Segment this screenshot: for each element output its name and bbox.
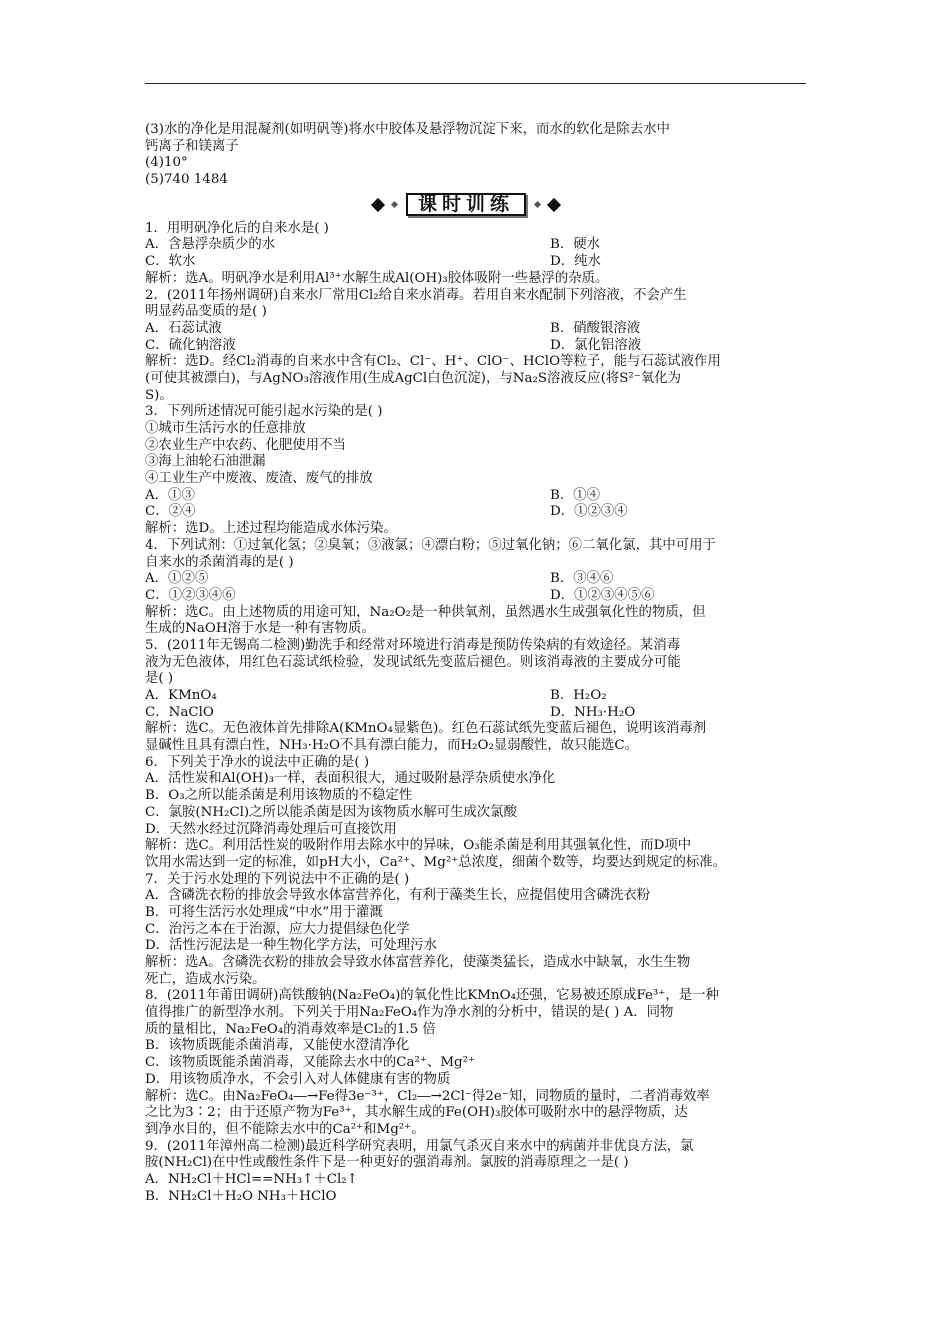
- question-stem-line: 是( ): [145, 671, 174, 687]
- question-stem-line: ②农业生产中农药、化肥使用不当: [145, 437, 346, 453]
- analysis-line: 解析：选C。利用活性炭的吸附作用去除水中的异味，O₃能杀菌是利用其强氧化性，而D项中: [145, 838, 692, 854]
- option-row: [145, 504, 817, 521]
- question-block: [145, 538, 817, 638]
- question-stem-line: C．治污之本在于治源，应大力提倡绿色化学: [145, 921, 410, 937]
- analysis-line: 生成的NaOH溶于水是一种有害物质。: [145, 621, 375, 637]
- option-right: B．硬水: [550, 237, 601, 253]
- question-stem-line: D．天然水经过沉降消毒处理后可直接饮用: [145, 821, 397, 837]
- option-row: [145, 488, 817, 505]
- question-stem-line: 质的量相比，Na₂FeO₄的消毒效率是Cl₂的1.5 倍: [145, 1021, 436, 1037]
- question-stem-line: 8．(2011年莆田调研)高铁酸钠(Na₂FeO₄)的氧化性比KMnO₄还强，它易被还原成Fe³⁺，是一种: [145, 988, 719, 1004]
- option-left: A．含悬浮杂质少的水: [145, 237, 276, 253]
- option-left: A．①③: [145, 487, 195, 503]
- option-row: [145, 588, 817, 605]
- question-stem-line: 6．下列关于净水的说法中正确的是( ): [145, 754, 370, 770]
- question-stem-line: B．NH₂Cl＋H₂O NH₃＋HClO: [145, 1188, 337, 1204]
- question-stem-line: ③海上油轮石油泄漏: [145, 454, 266, 470]
- question-block: [145, 638, 817, 755]
- question-block: [145, 872, 817, 989]
- question-stem-line: 4．下列试剂：①过氧化氢；②臭氧；③液氯；④漂白粉；⑤过氧化钠；⑥二氧化氯，其中可用于: [145, 537, 716, 553]
- analysis-line: 死亡，造成水污染。: [145, 971, 266, 987]
- question-stem-line: 自来水的杀菌消毒的是( ): [145, 554, 294, 570]
- question-block: [145, 221, 817, 288]
- option-right: B．①④: [550, 487, 601, 503]
- diamond-icon: [547, 198, 561, 212]
- option-left: A．①②⑤: [145, 571, 209, 587]
- analysis-line: 之比为3∶2；由于还原产物为Fe³⁺，其水解生成的Fe(OH)₃胶体可吸附水中的悬浮物质，达: [145, 1105, 688, 1121]
- analysis-line: 饮用水需达到一定的标准，如pH大小，Ca²⁺、Mg²⁺总浓度，细菌个数等，均要达到规定的标准。: [145, 854, 727, 870]
- question-stem-line: 2．(2011年扬州调研)自来水厂常用Cl₂给自来水消毒。若用自来水配制下列溶液，不会产生: [145, 287, 687, 303]
- option-left: C．硫化钠溶液: [145, 337, 236, 353]
- option-right: B．硝酸银溶液: [550, 320, 641, 336]
- analysis-line: 解析：选D。经Cl₂消毒的自来水中含有Cl₂、Cl⁻、H⁺、ClO⁻、HClO等粒子，能与石蕊试液作用: [145, 354, 721, 370]
- text-line: (4)10°: [145, 155, 188, 171]
- option-left: C．①②③④⑥: [145, 587, 236, 603]
- option-row: [145, 688, 817, 705]
- question-stem-line: 液为无色液体，用红色石蕊试纸检验，发现试纸先变蓝后褪色。则该消毒液的主要成分可能: [145, 654, 681, 670]
- question-block: [145, 988, 817, 1138]
- question-stem-line: B．该物质既能杀菌消毒，又能使水澄清净化: [145, 1038, 410, 1054]
- analysis-line: 解析：选C。无色液体首先排除A(KMnO₄显紫色)。红色石蕊试纸先变蓝后褪色，说明该消毒剂: [145, 721, 707, 737]
- text-line: (5)740 1484: [145, 172, 228, 188]
- text-line: (3)水的净化是用混凝剂(如明矾等)将水中胶体及悬浮物沉淀下来，而水的软化是除去水中: [145, 122, 670, 137]
- option-left: C．②④: [145, 504, 196, 520]
- analysis-line: 解析：选C。由Na₂FeO₄―→Fe得3e⁻³⁺，Cl₂―→2Cl⁻得2e⁻知，同物质的量时，二者消毒效率: [145, 1088, 710, 1104]
- question-stem-line: C．氯胺(NH₂Cl)之所以能杀菌是因为该物质水解可生成次氯酸: [145, 804, 517, 820]
- option-right: D．NH₃·H₂O: [550, 704, 636, 720]
- section-title: 课时训练: [406, 193, 526, 216]
- option-row: [145, 321, 817, 338]
- analysis-line: 解析：选A。含磷洗衣粉的排放会导致水体富营养化，使藻类猛长，造成水中缺氧，水生生物: [145, 955, 691, 970]
- option-right: D．纯水: [550, 254, 601, 270]
- option-right: B．③④⑥: [550, 571, 614, 587]
- question-stem-line: A．含磷洗衣粉的排放会导致水体富营养化，有利于藻类生长，应提倡使用含磷洗衣粉: [145, 888, 651, 904]
- question-stem-line: 明显药品变质的是( ): [145, 304, 267, 320]
- question-stem-line: C．该物质既能杀菌消毒，又能除去水中的Ca²⁺、Mg²⁺: [145, 1055, 476, 1071]
- question-stem-line: D．活性污泥法是一种生物化学方法，可处理污水: [145, 938, 437, 954]
- header-rule: [145, 83, 806, 84]
- question-stem-line: D．用该物质净水，不会引入对人体健康有害的物质: [145, 1071, 451, 1087]
- question-block: [145, 404, 817, 538]
- small-diamond-icon: [534, 201, 541, 208]
- small-diamond-icon: [391, 201, 398, 208]
- analysis-line: 解析：选A。明矾净水是利用Al³⁺水解生成Al(OH)₃胶体吸附一些悬浮的杂质。: [145, 270, 609, 286]
- question-stem-line: ④工业生产中废液、废渣、废气的排放: [145, 471, 373, 487]
- question-stem-line: 胺(NH₂Cl)在中性或酸性条件下是一种更好的强消毒剂。氯胺的消毒原理之一是( ): [145, 1155, 629, 1171]
- previous-answers: [145, 122, 817, 189]
- option-row: [145, 571, 817, 588]
- option-right: D．氯化铝溶液: [550, 337, 642, 353]
- question-stem-line: 3．下列所述情况可能引起水污染的是( ): [145, 404, 383, 420]
- question-stem-line: 7．关于污水处理的下列说法中不正确的是( ): [145, 871, 410, 887]
- option-row: [145, 705, 817, 722]
- option-left: C．NaClO: [145, 704, 214, 720]
- question-stem-line: 1．用明矾净化后的自来水是( ): [145, 220, 329, 236]
- question-stem-line: B．O₃之所以能杀菌是利用该物质的不稳定性: [145, 788, 413, 804]
- question-stem-line: B．可将生活污水处理成“中水”用于灌溉: [145, 904, 383, 920]
- option-left: A．石蕊试液: [145, 320, 222, 336]
- diamond-icon: [371, 198, 385, 212]
- option-row: [145, 237, 817, 254]
- text-line: 钙离子和镁离子: [145, 138, 239, 154]
- section-banner: [115, 189, 817, 221]
- question-stem-line: A．活性炭和Al(OH)₃一样，表面积很大，通过吸附悬浮杂质使水净化: [145, 771, 556, 787]
- question-stem-line: ①城市生活污水的任意排放: [145, 421, 306, 436]
- question-stem-line: A．NH₂Cl＋HCl==NH₃↑＋Cl₂↑: [145, 1171, 358, 1187]
- analysis-line: 显碱性且具有漂白性，NH₃·H₂O不具有漂白能力，而H₂O₂显弱酸性，故只能选C。: [145, 738, 639, 754]
- question-block: [145, 288, 817, 405]
- analysis-line: 解析：选D。上述过程均能造成水体污染。: [145, 521, 397, 537]
- question-list: [145, 221, 817, 1206]
- option-row: [145, 254, 817, 271]
- question-block: [145, 755, 817, 872]
- option-right: B．H₂O₂: [550, 688, 607, 703]
- question-block: [145, 1139, 817, 1206]
- question-stem-line: 5．(2011年无锡高二检测)勤洗手和经常对环境进行消毒是预防传染病的有效途径。某消毒: [145, 637, 681, 653]
- document-body: [145, 122, 817, 1205]
- analysis-line: 解析：选C。由上述物质的用途可知，Na₂O₂是一种供氧剂，虽然遇水生成强氧化性的物质，但: [145, 604, 706, 620]
- analysis-line: S)。: [145, 387, 173, 403]
- option-right: D．①②③④: [550, 504, 628, 520]
- analysis-line: (可使其被漂白)，与AgNO₃溶液作用(生成AgCl白色沉淀)，与Na₂S溶液反应(将S²⁻氧化为: [145, 370, 681, 386]
- analysis-line: 到净水目的，但不能除去水中的Ca²⁺和Mg²⁺。: [145, 1121, 425, 1137]
- question-stem-line: 9．(2011年漳州高二检测)最近科学研究表明，用氯气杀灭自来水中的病菌并非优良方法，氯: [145, 1138, 694, 1154]
- question-stem-line: 值得推广的新型净水剂。下列关于用Na₂FeO₄作为净水剂的分析中，错误的是( ) A．同物: [145, 1005, 674, 1021]
- option-left: A．KMnO₄: [145, 688, 217, 703]
- option-left: C．软水: [145, 254, 196, 270]
- option-row: [145, 338, 817, 355]
- option-right: D．①②③④⑤⑥: [550, 587, 655, 603]
